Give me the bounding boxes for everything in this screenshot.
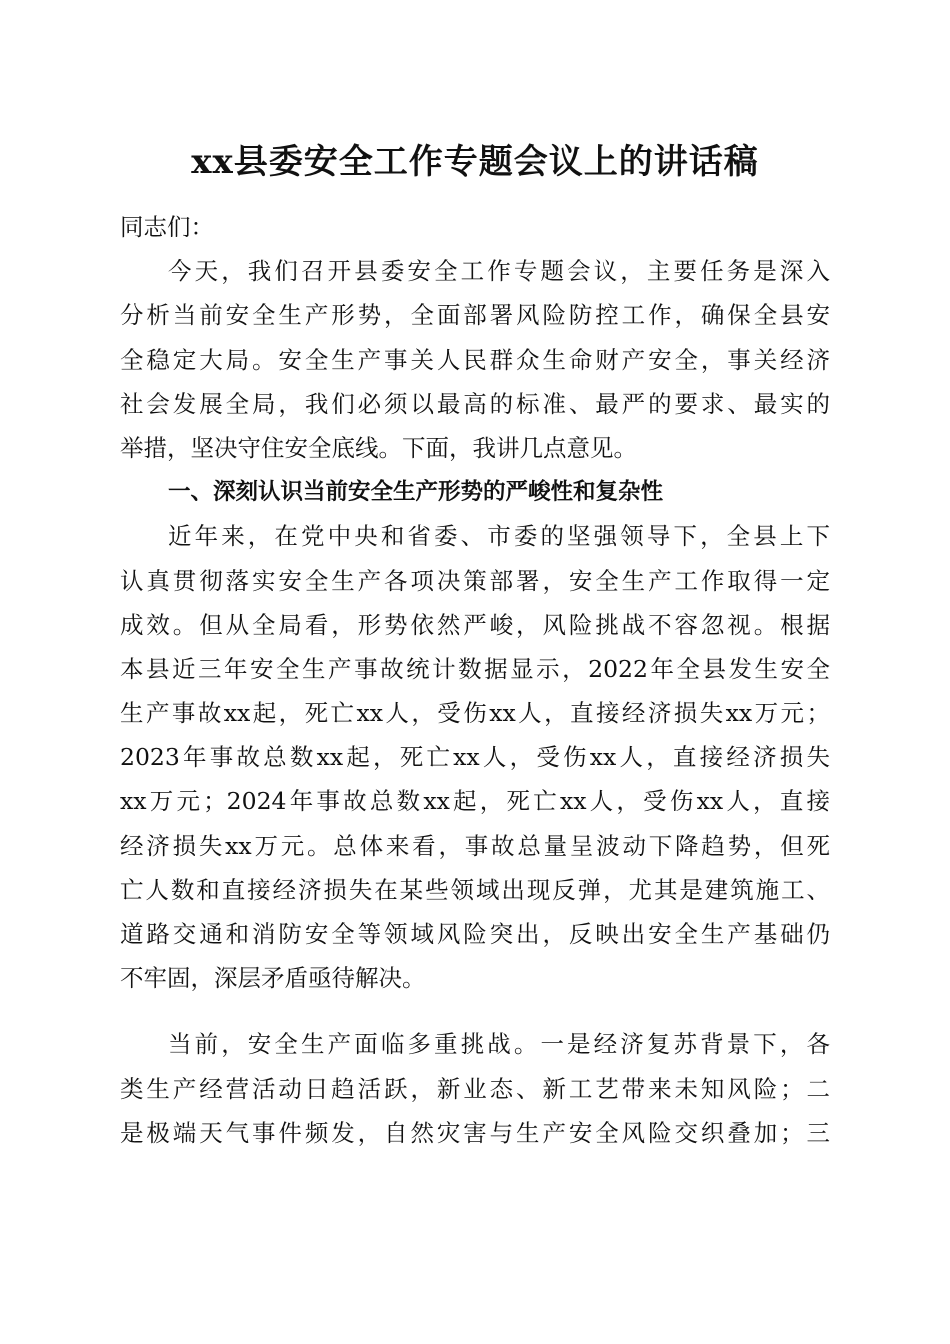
paragraph-line: 道路交通和消防安全等领域风险突出，反映出安全生产基础仍 [120,920,830,948]
paragraph-line: 成效。但从全局看，形势依然严峻，风险挑战不容忽视。根据 [120,610,830,639]
paragraph-line: 本县近三年安全生产事故统计数据显示，2022年全县发生安全 [120,654,830,683]
paragraph-line: 今天，我们召开县委安全工作专题会议，主要任务是深入 [168,257,830,286]
document-body [120,205,830,1155]
paragraph-line: 社会发展全局，我们必须以最高的标准、最严的要求、最实的 [120,389,830,418]
paragraph-line: 2023年事故总数xx起，死亡xx人，受伤xx人，直接经济损失 [120,743,830,772]
paragraph-line: 分析当前安全生产形势，全面部署风险防控工作，确保全县安 [120,301,830,330]
paragraph-line: 当前，安全生产面临多重挑战。一是经济复苏背景下，各 [168,1030,830,1059]
paragraph-line: xx万元；2024年事故总数xx起，死亡xx人，受伤xx人，直接 [120,787,830,816]
document-title: xx县委安全工作专题会议上的讲话稿 [191,142,759,182]
salutation: 同志们： [120,213,214,241]
paragraph-line: 经济损失xx万元。总体来看，事故总量呈波动下降趋势，但死 [120,831,830,860]
paragraph-line: 亡人数和直接经济损失在某些领域出现反弹，尤其是建筑施工、 [120,875,830,904]
section-heading: 一、深刻认识当前安全生产形势的严峻性和复杂性 [168,479,664,506]
paragraph-line: 全稳定大局。安全生产事关人民群众生命财产安全，事关经济 [120,345,830,374]
paragraph-line: 认真贯彻落实安全生产各项决策部署，安全生产工作取得一定 [120,566,830,595]
paragraph-line: 生产事故xx起，死亡xx人，受伤xx人，直接经济损失xx万元； [120,699,830,728]
paragraph-line: 类生产经营活动日趋活跃，新业态、新工艺带来未知风险；二 [120,1074,830,1103]
paragraph-line: 近年来，在党中央和省委、市委的坚强领导下，全县上下 [168,522,830,551]
paragraph-line: 是极端天气事件频发，自然灾害与生产安全风险交织叠加；三 [120,1118,830,1147]
paragraph-line: 举措，坚决守住安全底线。下面，我讲几点意见。 [120,433,637,462]
paragraph-gap [120,1000,830,1022]
paragraph-line: 不牢固，深层矛盾亟待解决。 [120,964,426,993]
